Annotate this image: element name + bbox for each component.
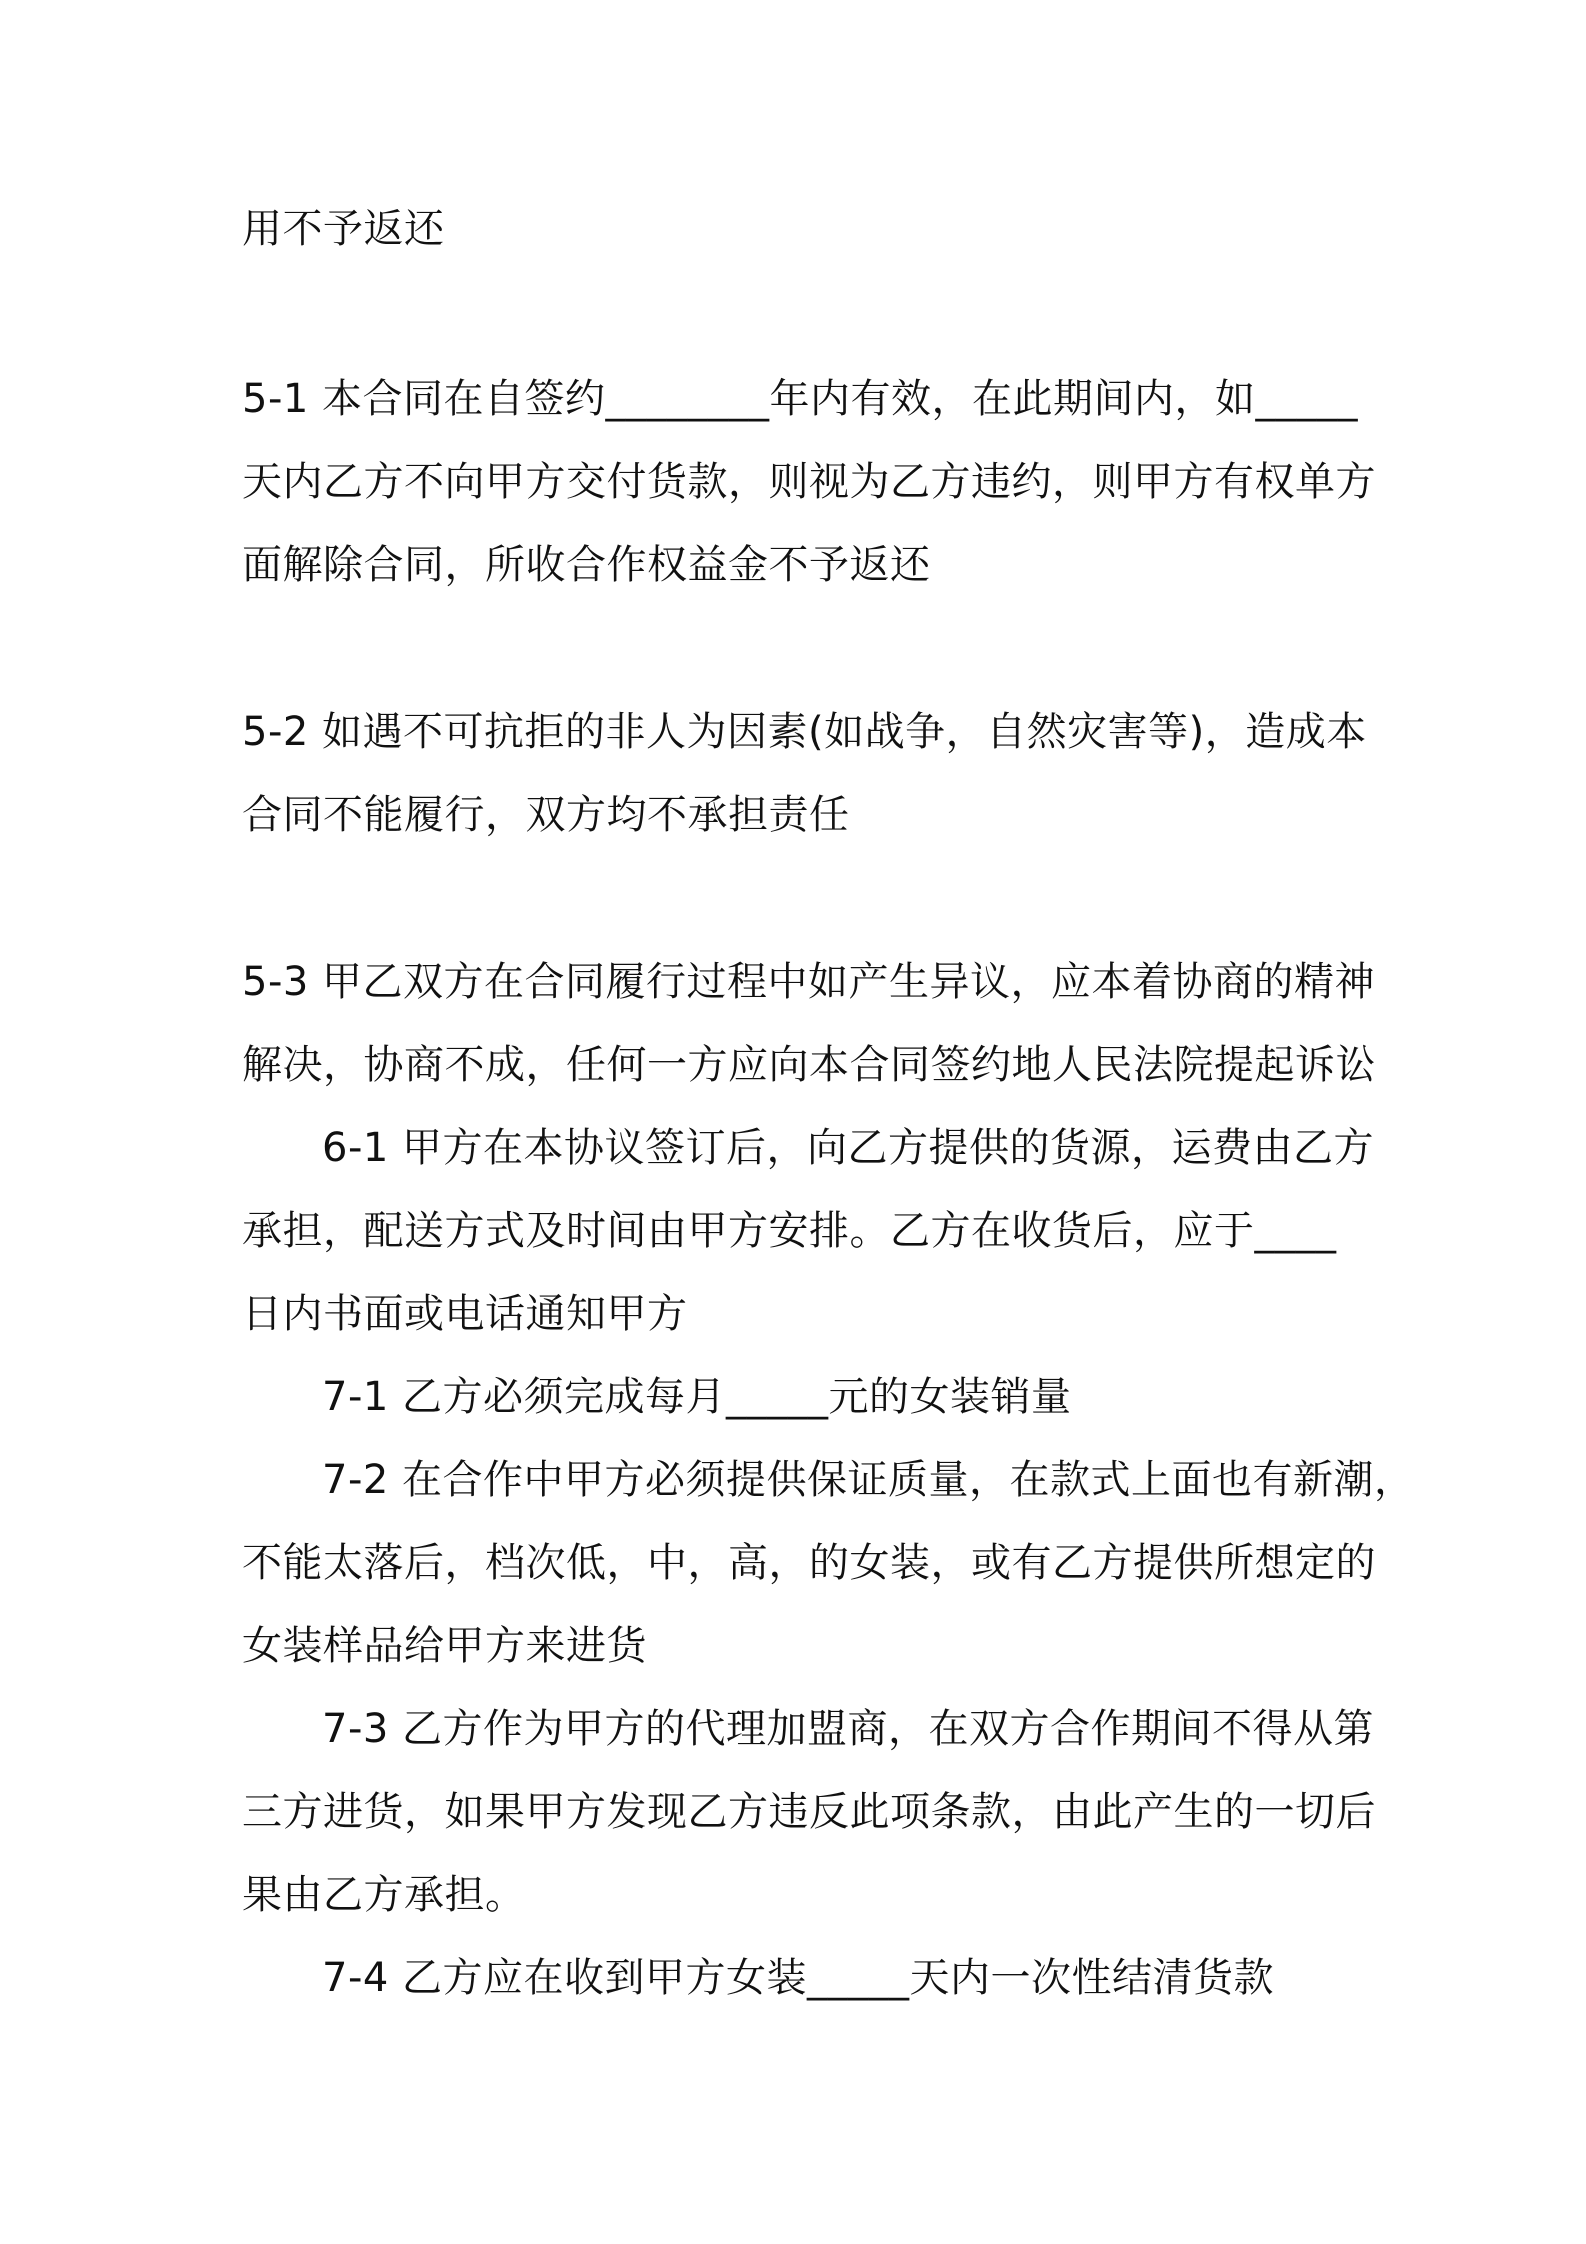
clause-6-1-line-3: 日内书面或电话通知甲方 xyxy=(242,1291,688,1337)
clause-7-3-line-3: 果由乙方承担。 xyxy=(242,1872,526,1918)
clause-5-3-line-2: 解决，协商不成，任何一方应向本合同签约地人民法院提起诉讼 xyxy=(242,1042,1376,1088)
clause-5-3-line-1: 5-3 甲乙双方在合同履行过程中如产生异议，应本着协商的精神 xyxy=(242,959,1376,1005)
clause-7-4-line-1: 7-4 乙方应在收到甲方女装_____天内一次性结清货款 xyxy=(322,1955,1275,2001)
clause-7-3-line-1: 7-3 乙方作为甲方的代理加盟商，在双方合作期间不得从第 xyxy=(322,1706,1375,1752)
clause-7-1-line-1: 7-1 乙方必须完成每月_____元的女装销量 xyxy=(322,1374,1072,1420)
clause-5-1-line-2: 天内乙方不向甲方交付货款，则视为乙方违约，则甲方有权单方 xyxy=(242,459,1376,505)
clause-7-2-line-1: 7-2 在合作中甲方必须提供保证质量，在款式上面也有新潮， xyxy=(322,1457,1415,1503)
clause-6-1-line-1: 6-1 甲方在本协议签订后，向乙方提供的货源，运费由乙方 xyxy=(322,1125,1375,1171)
clause-6-1-line-2: 承担，配送方式及时间由甲方安排。乙方在收货后，应于____ xyxy=(242,1208,1337,1254)
clause-5-2-line-2: 合同不能履行，双方均不承担责任 xyxy=(242,792,850,838)
clause-5-1-line-3: 面解除合同，所收合作权益金不予返还 xyxy=(242,542,931,588)
clause-7-2-line-2: 不能太落后，档次低，中，高，的女装，或有乙方提供所想定的 xyxy=(242,1540,1376,1586)
clause-7-3-line-2: 三方进货，如果甲方发现乙方违反此项条款，由此产生的一切后 xyxy=(242,1789,1376,1835)
clause-5-1-line-1: 5-1 本合同在自签约________年内有效，在此期间内，如_____ xyxy=(242,376,1359,422)
clause-7-2-line-3: 女装样品给甲方来进货 xyxy=(242,1623,647,1669)
clause-5-2-line-1: 5-2 如遇不可抗拒的非人为因素(如战争，自然灾害等)，造成本 xyxy=(242,709,1367,755)
text-line-continuation: 用不予返还 xyxy=(242,206,445,252)
